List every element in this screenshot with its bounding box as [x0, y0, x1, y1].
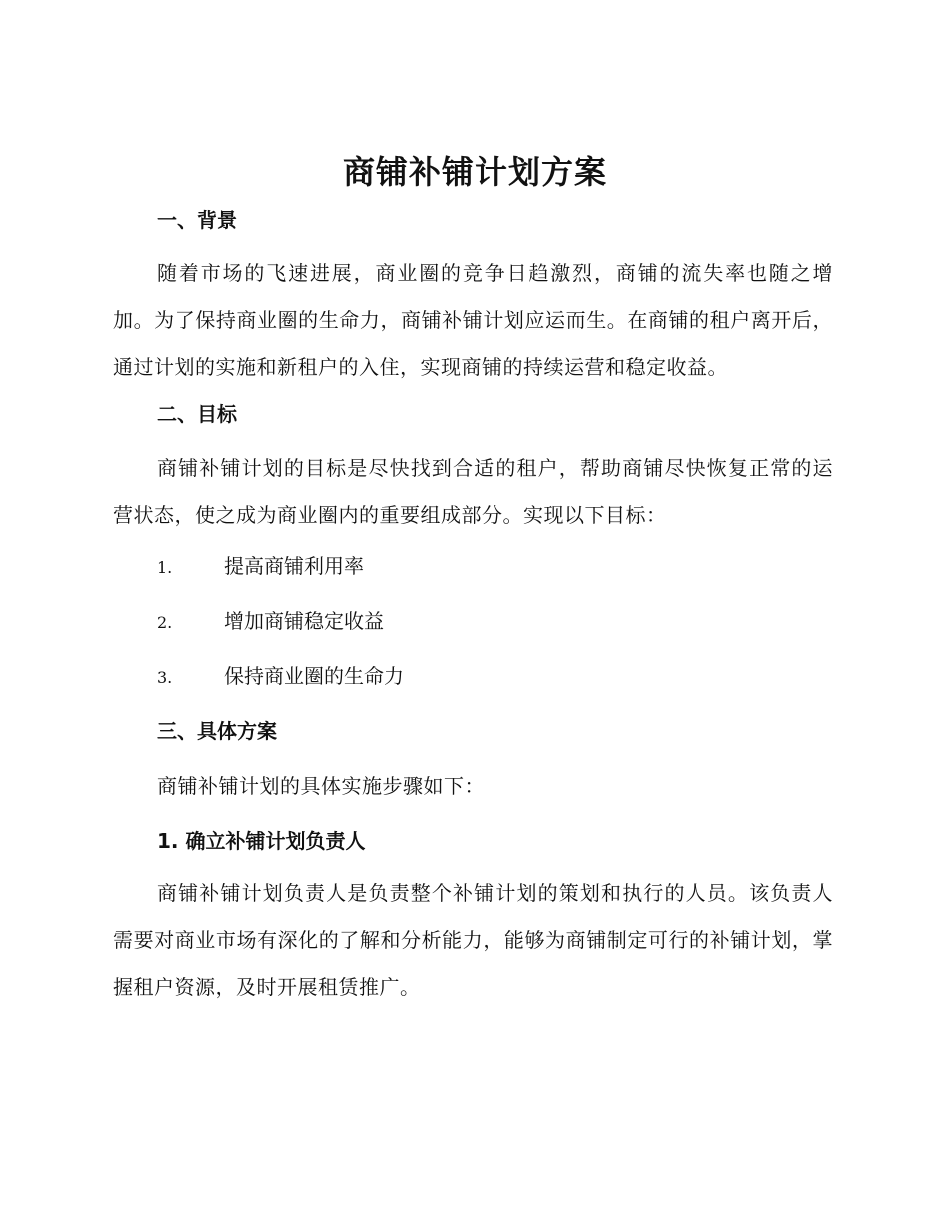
section-heading-background: 一、背景	[157, 208, 237, 232]
responsible-person-paragraph: 商铺补铺计划负责人是负责整个补铺计划的策划和执行的人员。该负责人需要对商业市场有深化的了解和分析能力，能够为商铺制定可行的补铺计划，掌握租户资源，及时开展租赁推广。	[113, 881, 833, 999]
section-heading-plan: 三、具体方案	[157, 719, 277, 743]
background-paragraph: 随着市场的飞速进展，商业圈的竞争日趋激烈，商铺的流失率也随之增加。为了保持商业圈的生命力，商铺补铺计划应运而生。在商铺的租户离开后，通过计划的实施和新租户的入住，实现商铺的持续运营和稳定收益。	[113, 261, 833, 379]
goals-paragraph: 商铺补铺计划的目标是尽快找到合适的租户，帮助商铺尽快恢复正常的运营状态，使之成为商业圈内的重要组成部分。实现以下目标：	[113, 456, 833, 527]
list-text: 保持商业圈的生命力	[224, 664, 404, 688]
list-text: 增加商铺稳定收益	[224, 609, 384, 633]
list-number: 1.	[157, 558, 173, 577]
goal-list-item-1	[157, 552, 364, 582]
goal-list-item-3	[157, 662, 404, 692]
document-title: 商铺补铺计划方案	[342, 153, 607, 191]
list-text: 提高商铺利用率	[224, 554, 364, 578]
list-number: 2.	[157, 613, 173, 632]
goal-list-item-2	[157, 607, 384, 637]
section-heading-goals: 二、目标	[157, 402, 237, 426]
list-number: 3.	[157, 668, 173, 687]
subheading-responsible-person: 1. 确立补铺计划负责人	[157, 829, 366, 853]
plan-intro: 商铺补铺计划的具体实施步骤如下：	[157, 774, 485, 798]
